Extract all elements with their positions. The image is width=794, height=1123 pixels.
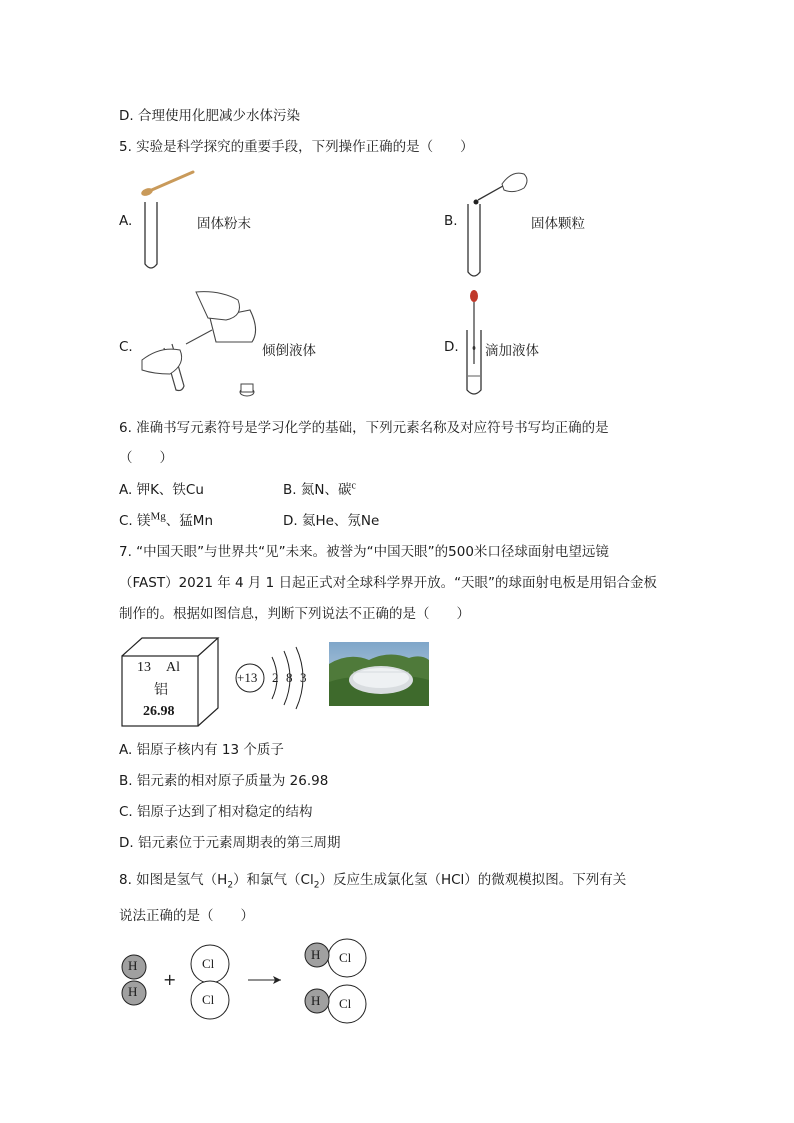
q5-option-d-caption: 滴加液体 bbox=[485, 343, 539, 359]
q5-option-a-caption: 固体粉末 bbox=[197, 216, 251, 232]
q5-option-b-caption: 固体颗粒 bbox=[531, 216, 585, 232]
q5-stem: 5. 实验是科学探究的重要手段，下列操作正确的是（ ） bbox=[119, 139, 474, 155]
q8-stem-line1: 8. 如图是氢气$(H_2)$和氯气$(Cl_2)$反应生成氯化氢（HCl）的微观模拟图。下列有关 bbox=[119, 872, 627, 891]
pouring-liquid-illustration bbox=[140, 290, 270, 400]
plus-sign: + bbox=[163, 970, 177, 989]
q5-option-c-caption: 倾倒液体 bbox=[262, 343, 316, 359]
element-atomic-number: 13 bbox=[137, 660, 151, 675]
atom-shell-2: 8 bbox=[286, 670, 293, 685]
q6-option-b: B. 氮N、碳$^c$ bbox=[283, 480, 356, 498]
atom-shell-3: 3 bbox=[300, 670, 307, 685]
hcl-2-cl-label: Cl bbox=[339, 996, 352, 1011]
h-atom-label-2: H bbox=[128, 984, 138, 999]
q6-option-a: A. 钾K、铁Cu bbox=[119, 482, 204, 498]
reaction-diagram bbox=[115, 938, 375, 1028]
dropper-test-tube-illustration bbox=[462, 290, 488, 400]
q7-option-d: D. 铝元素位于元素周期表的第三周期 bbox=[119, 835, 341, 851]
q7-option-b: B. 铝元素的相对原子质量为 26.98 bbox=[119, 773, 329, 789]
atom-shell-1: 2 bbox=[272, 670, 279, 685]
hcl-1-h-label: H bbox=[311, 947, 321, 962]
cl-atom-label-1: Cl bbox=[202, 956, 215, 971]
q7-option-c: C. 铝原子达到了相对稳定的结构 bbox=[119, 804, 313, 820]
q7-stem-line1: 7. “中国天眼”与世界共“见”未来。被誉为“中国天眼”的500米口径球面射电望远镜 bbox=[119, 544, 609, 560]
q7-stem-line2: （FAST）2021 年 4 月 1 日起正式对全球科学界开放。“天眼”的球面射电板是用铝合金板 bbox=[119, 575, 658, 591]
cl-atom-label-2: Cl bbox=[202, 992, 215, 1007]
q5-option-a-letter: A. bbox=[119, 213, 133, 229]
element-symbol: Al bbox=[166, 660, 180, 675]
element-mass: 26.98 bbox=[143, 704, 175, 719]
q4-option-d: D. 合理使用化肥减少水体污染 bbox=[119, 108, 300, 124]
q6-option-d: D. 氦He、氖Ne bbox=[283, 513, 380, 529]
hcl-2-h-label: H bbox=[311, 993, 321, 1008]
q6-option-c: C. 镁$^{Mg}$、猛Mn bbox=[119, 510, 214, 529]
q5-option-d-letter: D. bbox=[444, 339, 459, 355]
q7-stem-line3: 制作的。根据如图信息，判断下列说法不正确的是（ ） bbox=[119, 606, 470, 622]
h-atom-label-1: H bbox=[128, 958, 138, 973]
q5-option-c-letter: C. bbox=[119, 339, 133, 355]
q7-option-a: A. 铝原子核内有 13 个质子 bbox=[119, 742, 284, 758]
hcl-1-cl-label: Cl bbox=[339, 950, 352, 965]
fast-telescope-photo bbox=[329, 642, 429, 706]
atom-nucleus: +13 bbox=[237, 670, 258, 685]
q6-paren: （ ） bbox=[119, 450, 173, 466]
tweezers-test-tube-illustration bbox=[464, 166, 534, 280]
q6-stem: 6. 准确书写元素符号是学习化学的基础，下列元素名称及对应符号书写均正确的是 bbox=[119, 420, 609, 436]
element-name: 铝 bbox=[154, 682, 168, 698]
spoon-test-tube-illustration bbox=[135, 168, 205, 274]
q5-option-b-letter: B. bbox=[444, 213, 458, 229]
q8-stem-line2: 说法正确的是（ ） bbox=[119, 908, 254, 924]
